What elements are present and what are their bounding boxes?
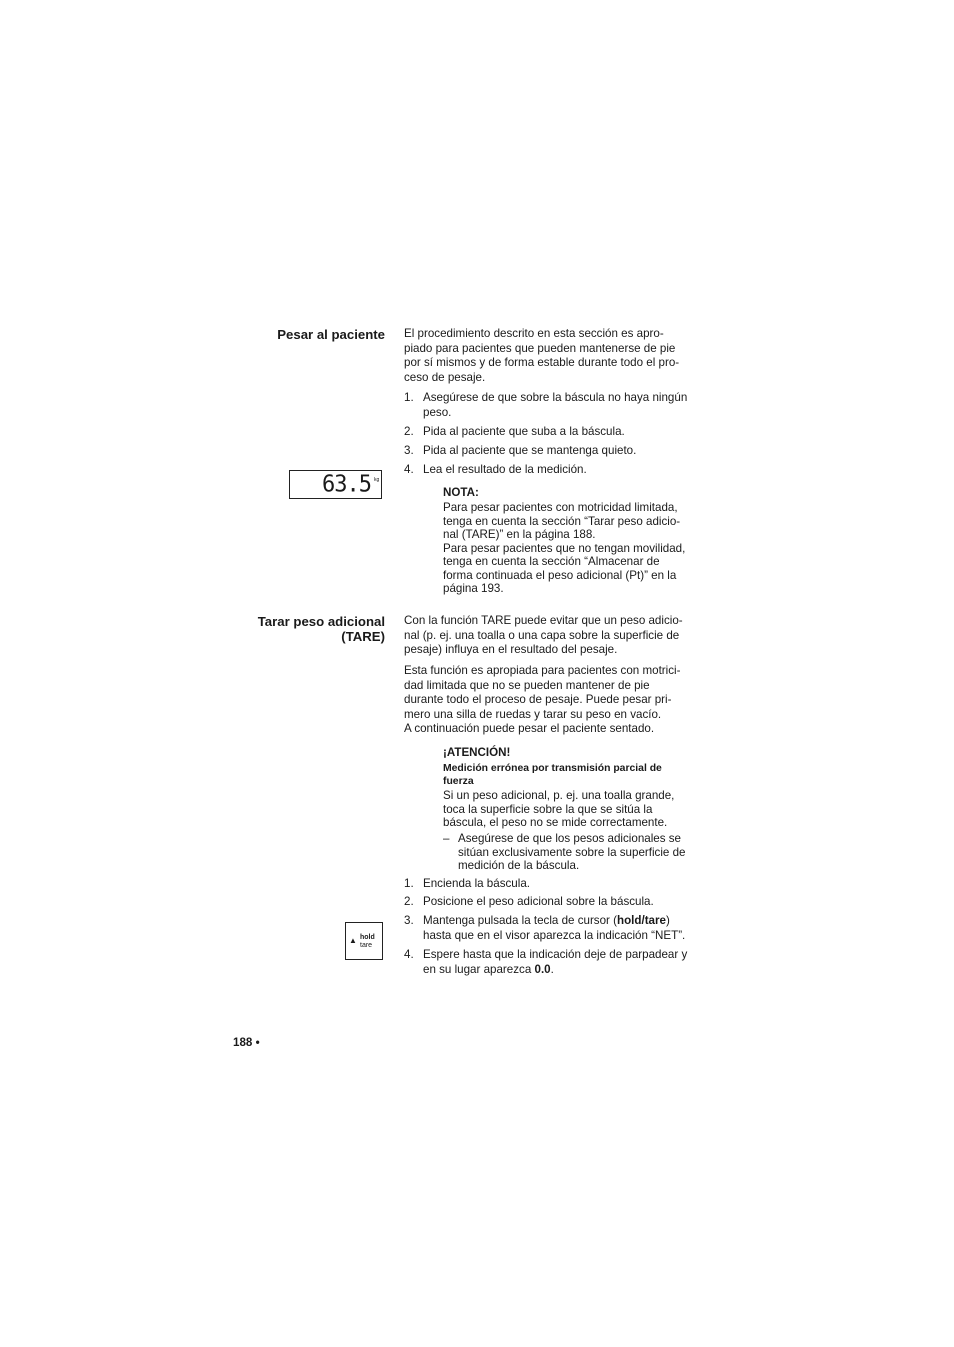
step-number: 2. (404, 895, 414, 908)
list-item (404, 425, 689, 440)
text-span: en su lugar aparezca (423, 962, 535, 976)
text-line: Si un peso adicional, p. ej. una toalla grande, (443, 789, 675, 802)
step-number: 4. (404, 948, 414, 961)
display-unit: kg (374, 477, 380, 483)
heading-line: Tarar peso adicional (257, 614, 385, 629)
display-value: 63.5 (322, 471, 371, 498)
text-span: ) (665, 914, 670, 927)
text-line: hasta que en el visor aparezca la indicación “NET”. (423, 928, 686, 942)
text-line: forma continuada el peso adicional (Pt)” en la (443, 568, 677, 582)
text-line: Posicione el peso adicional sobre la báscula. (423, 895, 654, 908)
heading-line: (TARE) (341, 629, 385, 644)
text-line: Con la función TARE puede evitar que un peso adicio- (404, 614, 683, 627)
text-line: sitúan exclusivamente sobre la superficie de (458, 845, 686, 859)
step-number: 3. (404, 444, 414, 457)
text-line: Para pesar pacientes que no tengan movilidad, (443, 541, 686, 555)
text-line (423, 963, 691, 978)
text-line: página 193. (443, 582, 504, 595)
step-number: 4. (404, 463, 414, 476)
warning-title: ¡ATENCIÓN! (443, 746, 511, 759)
list-item (404, 444, 689, 459)
key-label-tare: tare (360, 942, 373, 949)
section-heading-pesar: Pesar al paciente (277, 327, 385, 342)
text-line: medición de la báscula. (458, 859, 580, 872)
note-body (443, 501, 693, 596)
text-line: peso. (423, 405, 452, 419)
intro-paragraph (404, 327, 694, 385)
text-span: Mantenga pulsada la tecla de cursor ( (423, 914, 617, 927)
warning-subtitle (443, 762, 693, 788)
tare-paragraph-1 (404, 614, 694, 658)
page-number: 188 • (233, 1036, 260, 1049)
text-line: Espere hasta que la indicación deje de parpadear y (423, 948, 688, 961)
note-title: NOTA: (443, 486, 479, 499)
list-item (404, 914, 689, 944)
up-arrow-icon: ▲ (349, 936, 357, 945)
text-line: Asegúrese de que sobre la báscula no haya ningún (423, 391, 688, 404)
list-item (404, 877, 689, 892)
text-line: Esta función es apropiada para pacientes con motrici- (404, 664, 681, 677)
step-number: 3. (404, 914, 414, 927)
value-bold: 0.0 (534, 962, 551, 976)
text-line: mero una silla de ruedas y tarar su peso en vacío. (404, 707, 662, 721)
text-line: Asegúrese de que los pesos adicionales se (458, 832, 682, 845)
step-number: 2. (404, 425, 414, 438)
text-line: nal (p. ej. una toalla o una capa sobre la superficie de (404, 628, 680, 642)
text-line: A continuación puede pesar el paciente sentado. (404, 722, 655, 736)
step-number: 1. (404, 391, 414, 404)
text-line: durante todo el proceso de pesaje. Puede pesar pri- (404, 693, 672, 707)
text-line: báscula, el peso no se mide correctamente. (443, 816, 668, 829)
scale-display-illustration (289, 470, 382, 499)
warning-body (443, 789, 693, 830)
tare-paragraph-2 (404, 664, 694, 737)
list-item (404, 948, 689, 978)
text-line: tenga en cuenta la sección “Almacenar de (443, 555, 660, 568)
text-line: Lea el resultado de la medición. (423, 463, 587, 476)
hold-tare-key-illustration (345, 922, 383, 960)
text-line: nal (TARE)” en la página 188. (443, 528, 596, 541)
text-span: . (550, 962, 554, 976)
text-line: fuerza (443, 776, 474, 787)
warning-dash-item (443, 832, 693, 874)
text-line: Encienda la báscula. (423, 877, 530, 890)
text-line: pesaje) influya en el resultado del pesaje. (404, 643, 618, 657)
list-item (404, 895, 689, 910)
list-item (404, 391, 689, 421)
text-line: ceso de pesaje. (404, 370, 486, 384)
text-line: por sí mismos y de forma estable durante todo el pro- (404, 356, 680, 370)
dash-bullet: – (443, 832, 450, 845)
text-line: tenga en cuenta la sección “Tarar peso adicio- (443, 514, 681, 528)
text-line: Medición errónea por transmisión parcial de (443, 763, 662, 774)
list-item (404, 463, 689, 478)
text-line: dad limitada que no se pueden mantener de pie (404, 678, 650, 692)
text-line: Pida al paciente que se mantenga quieto. (423, 444, 637, 457)
text-line: piado para pacientes que pueden mantenerse de pie (404, 341, 676, 355)
text-line: Pida al paciente que suba a la báscula. (423, 425, 625, 438)
text-line: El procedimiento descrito en esta sección es apro- (404, 327, 664, 340)
key-label-hold: hold (360, 934, 375, 941)
text-line: Para pesar pacientes con motricidad limitada, (443, 501, 678, 514)
section-heading-tarar (135, 614, 385, 644)
key-name: hold/tare (617, 914, 666, 927)
step-number: 1. (404, 877, 414, 890)
text-line (423, 914, 691, 929)
text-line: toca la superficie sobre la que se sitúa la (443, 802, 653, 816)
